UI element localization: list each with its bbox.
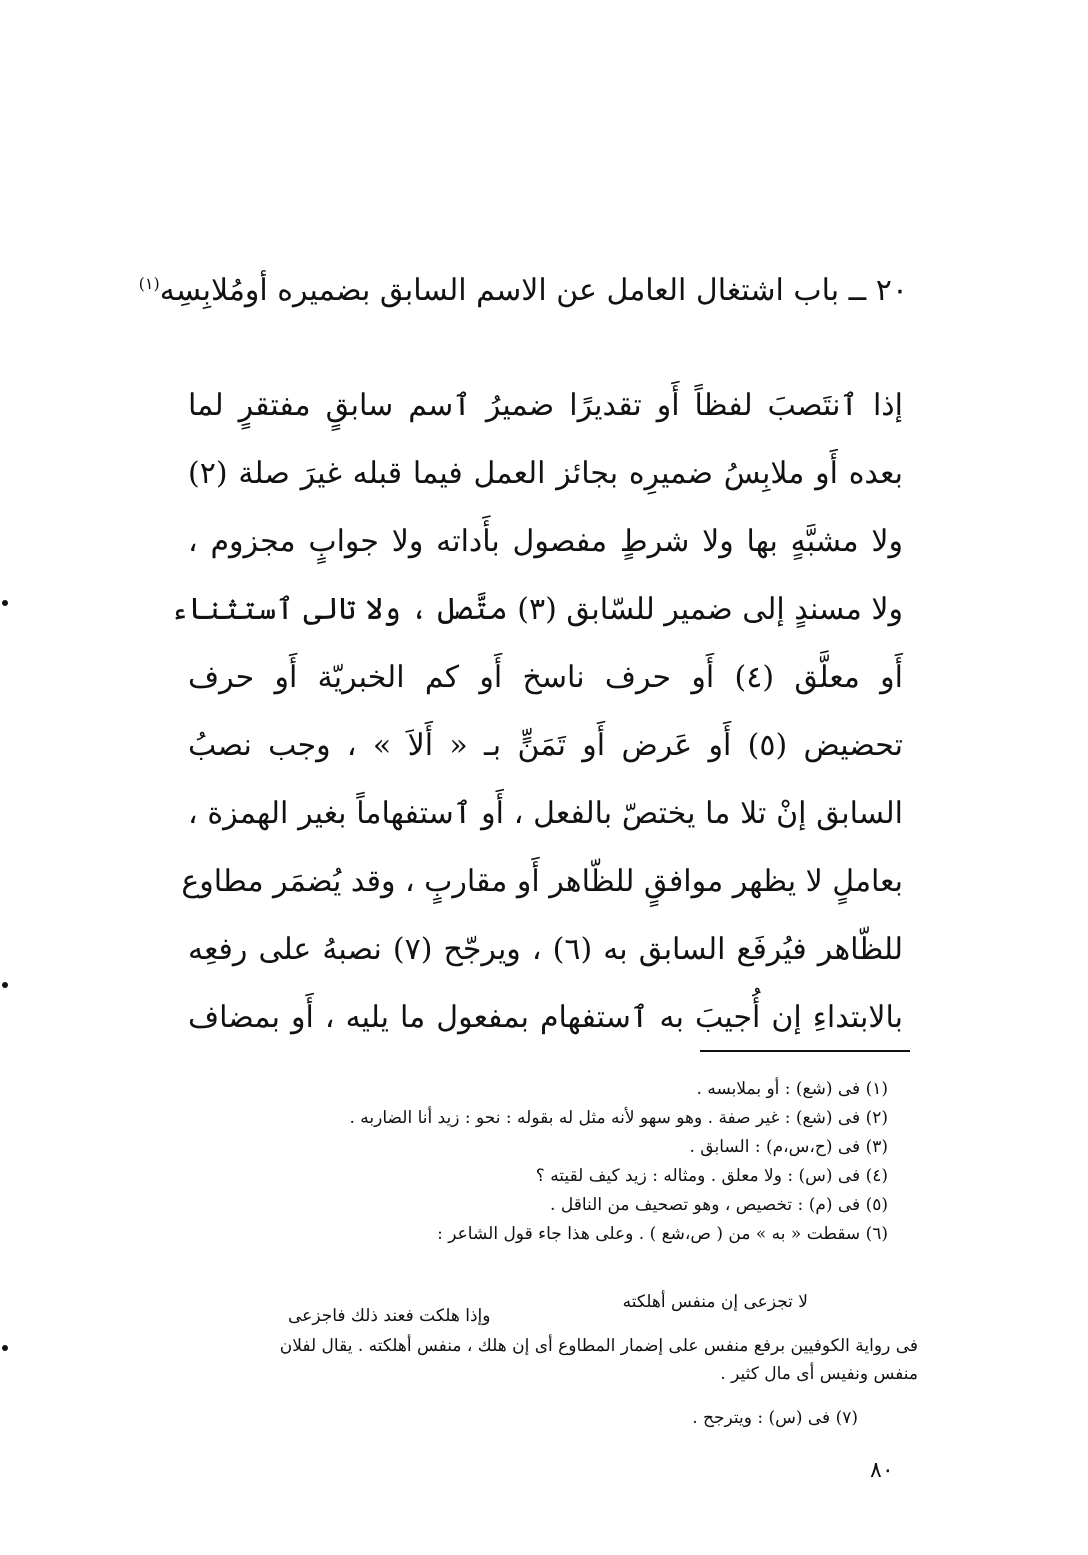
- chapter-heading: [138, 262, 908, 313]
- page-number: ٨٠: [870, 1458, 894, 1483]
- body-line: للظّاهر فيُرفَع السابق به (٦) ، ويرجّح (٧) نصبهُ على رفعِه: [188, 932, 904, 967]
- body-line: بعده أَو ملابِسُ ضميرِه بجائز العمل فيما قبله غيرَ صلة (٢): [188, 456, 903, 491]
- body-line: بعاملٍ لا يظهر موافقٍ للظّاهر أَو مقاربٍ ، وقد يُضمَر مطاوع: [181, 864, 903, 899]
- body-line: السابق إنْ تلا ما يختصّ بالفعل ، أَو ٱستفهاماً بغير الهمزة ،: [188, 796, 903, 831]
- verse-hemistich-1: لا تجزعى إن منفس أهلكته: [622, 1292, 808, 1312]
- chapter-heading-text: ٢٠ ــ باب اشتغال العامل عن الاسم السابق بضميره أومُلابِسِه: [159, 273, 908, 308]
- footnote-separator: [700, 1050, 910, 1052]
- footnote-6-continuation: [168, 1332, 918, 1388]
- footnote-6-continuation-line: فى رواية الكوفيين برفع منفس على إضمار المطاوع أى إن هلك ، منفس أهلكته . يقال لفلان: [279, 1336, 918, 1356]
- footnote-7: (٧) فى (س) : ويترجح .: [692, 1408, 858, 1428]
- footnote-3: (٣) فى (ح،س،م) : السابق .: [689, 1137, 888, 1157]
- verse-hemistich-2: وإذا هلكت فعند ذلك فاجزعى: [288, 1306, 491, 1326]
- margin-mark: [2, 1345, 8, 1351]
- footnote-1: (١) فى (شع) : أو بملابسه .: [696, 1079, 888, 1099]
- footnote-6-continuation-line: منفس ونفيس أى مال كثير .: [720, 1364, 918, 1384]
- body-line: ولا مشبَّهٍ بها ولا شرطٍ مفصول بأَداته ولا جوابٍ مجزوم ،: [188, 524, 903, 559]
- footnote-4: (٤) فى (س) : ولا معلق . ومثاله : زيد كيف لقيته ؟: [535, 1166, 888, 1186]
- body-line: أَو معلَّق (٤) أَو حرف ناسخ أَو كم الخبريّة أَو حرف: [188, 660, 903, 695]
- footnote-6: (٦) سقطت « به » من ( ص،شع ) . وعلى هذا جاء قول الشاعر :: [437, 1224, 888, 1244]
- body-line: إذا ٱنتَصبَ لفظاً أَو تقديرًا ضميرُ ٱسم سابقٍ مفتقرٍ لما: [188, 388, 903, 423]
- footnotes: [188, 1075, 888, 1249]
- body-line: تحضيض (٥) أَو عَرض أَو تَمَنٍّ بـ « أَلاَ » ، وجب نصبُ: [188, 728, 903, 763]
- body-line: بالابتداءِ إن أُجيبَ به ٱستفهام بمفعول ما يليه ، أَو بمضاف: [188, 1000, 903, 1035]
- margin-mark: [2, 982, 8, 988]
- footnote-5: (٥) فى (م) : تخصيص ، وهو تصحيف من الناقل .: [550, 1195, 888, 1215]
- body-text: [170, 372, 904, 1052]
- margin-mark: [2, 600, 8, 606]
- body-line: ولا مسندٍ إلى ضمير للسّابق (٣) متَّصل ، ولا تالى ٱستثناء: [170, 592, 903, 627]
- chapter-heading-footnote-ref: (١): [138, 274, 160, 293]
- footnote-2: (٢) فى (شع) : غير صفة . وهو سهو لأنه مثل له بقوله : نحو : زيد أنا الضاربه .: [349, 1108, 888, 1128]
